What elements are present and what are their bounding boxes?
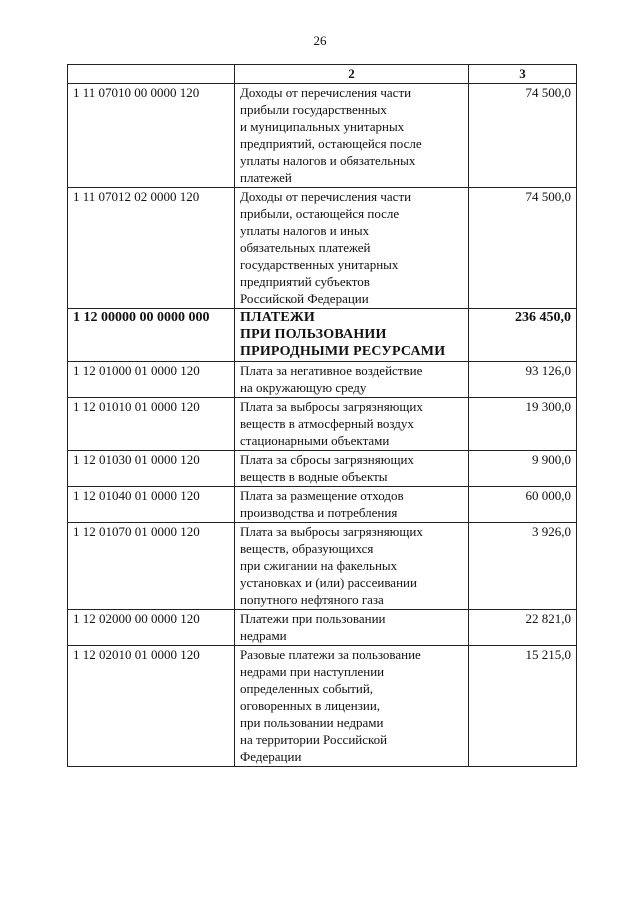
code-cell: 1 11 07012 02 0000 120: [68, 188, 235, 309]
column-header-amount: 3: [469, 65, 577, 84]
name-cell: Доходы от перечисления части прибыли государственных и муниципальных унитарных предприятий, остающейся после уплаты налогов и обязательных платежей: [235, 84, 469, 188]
name-cell: Разовые платежи за пользование недрами при наступлении определенных событий, оговоренных в лицензии, при пользовании недрами на территории Российской Федерации: [235, 646, 469, 767]
name-cell: Платежи при пользовании недрами: [235, 610, 469, 646]
table-row: [68, 188, 577, 309]
code-cell: 1 12 02000 00 0000 120: [68, 610, 235, 646]
code-cell: 1 11 07010 00 0000 120: [68, 84, 235, 188]
table-row: [68, 451, 577, 487]
table-row: [68, 523, 577, 610]
amount-cell: 74 500,0: [469, 188, 577, 309]
table-row: [68, 398, 577, 451]
table-row: [68, 309, 577, 362]
amount-cell: 3 926,0: [469, 523, 577, 610]
table-row: [68, 362, 577, 398]
column-header-code: [68, 65, 235, 84]
code-cell: 1 12 01030 01 0000 120: [68, 451, 235, 487]
page-number: 26: [313, 33, 327, 48]
code-cell: 1 12 01040 01 0000 120: [68, 487, 235, 523]
amount-cell: 9 900,0: [469, 451, 577, 487]
budget-table: [67, 64, 577, 767]
amount-cell: 22 821,0: [469, 610, 577, 646]
code-cell: 1 12 00000 00 0000 000: [68, 309, 235, 362]
amount-cell: 19 300,0: [469, 398, 577, 451]
table-row: [68, 487, 577, 523]
name-cell: Плата за сбросы загрязняющих веществ в водные объекты: [235, 451, 469, 487]
table-row: [68, 84, 577, 188]
amount-cell: 236 450,0: [469, 309, 577, 362]
name-cell: ПЛАТЕЖИ ПРИ ПОЛЬЗОВАНИИ ПРИРОДНЫМИ РЕСУРСАМИ: [235, 309, 469, 362]
table-row: [68, 610, 577, 646]
name-cell: Доходы от перечисления части прибыли, остающейся после уплаты налогов и иных обязательных платежей государственных унитарных предприятий субъектов Российской Федерации: [235, 188, 469, 309]
code-cell: 1 12 01070 01 0000 120: [68, 523, 235, 610]
column-header-name: 2: [235, 65, 469, 84]
code-cell: 1 12 01000 01 0000 120: [68, 362, 235, 398]
name-cell: Плата за негативное воздействие на окружающую среду: [235, 362, 469, 398]
code-cell: 1 12 02010 01 0000 120: [68, 646, 235, 767]
code-cell: 1 12 01010 01 0000 120: [68, 398, 235, 451]
amount-cell: 74 500,0: [469, 84, 577, 188]
table-row: [68, 646, 577, 767]
name-cell: Плата за размещение отходов производства и потребления: [235, 487, 469, 523]
name-cell: Плата за выбросы загрязняющих веществ, образующихся при сжигании на факельных установках и (или) рассеивании попутного нефтяного газа: [235, 523, 469, 610]
name-cell: Плата за выбросы загрязняющих веществ в атмосферный воздух стационарными объектами: [235, 398, 469, 451]
amount-cell: 15 215,0: [469, 646, 577, 767]
table-header-row: [68, 65, 577, 84]
amount-cell: 93 126,0: [469, 362, 577, 398]
amount-cell: 60 000,0: [469, 487, 577, 523]
